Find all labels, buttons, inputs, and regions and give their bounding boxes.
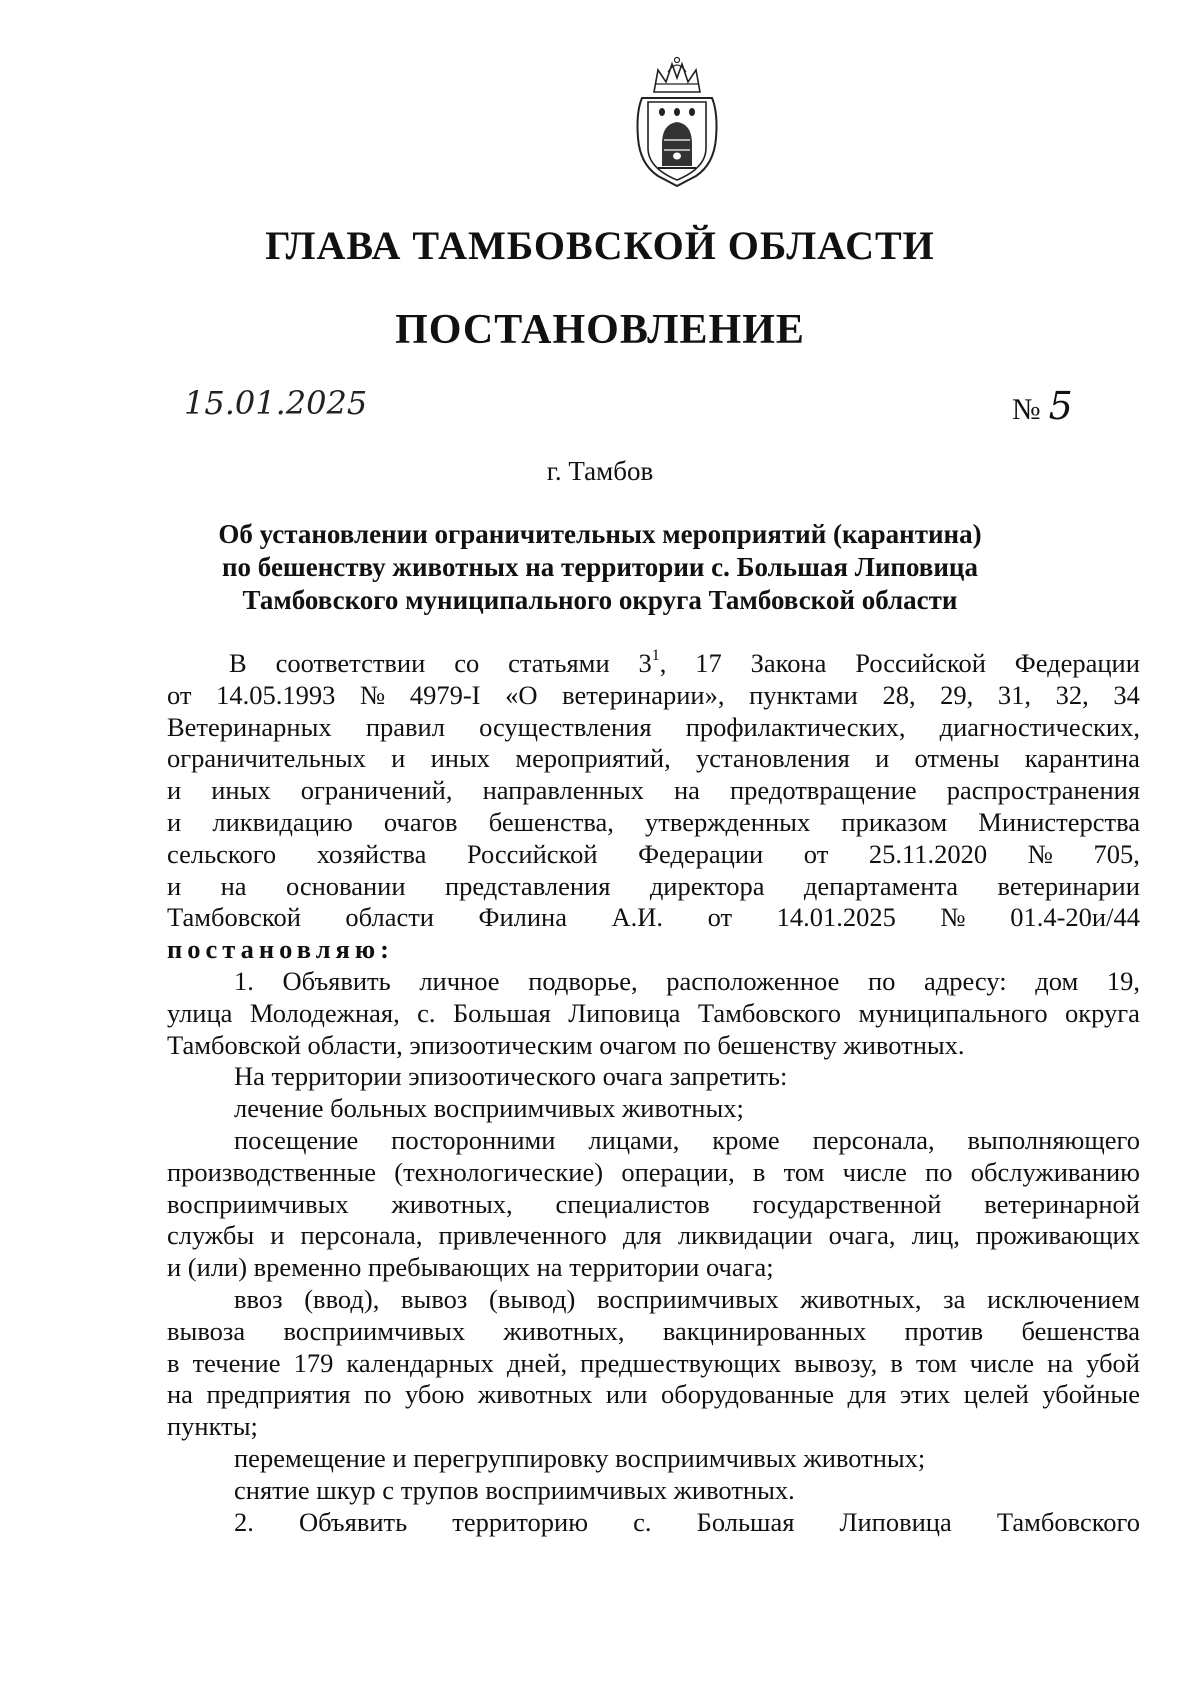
word: 179 — [293, 1347, 334, 1378]
word: оборудованные — [660, 1379, 835, 1410]
word: ввоз — [234, 1283, 283, 1314]
word: Липовица — [568, 997, 681, 1028]
word: или — [605, 1379, 648, 1410]
word: очагов — [383, 806, 458, 837]
word: 19, — [1106, 965, 1140, 996]
word: Тамбовского — [996, 1506, 1140, 1537]
word: персонала, — [300, 1220, 423, 1251]
word: сельского — [167, 838, 277, 869]
word: целей — [963, 1379, 1029, 1410]
word: с. — [417, 997, 436, 1028]
word: профилактических, — [685, 711, 906, 742]
word: числе — [842, 1156, 907, 1187]
word: ветеринарии», — [562, 679, 725, 710]
item-1-line — [167, 998, 1140, 1030]
word: диагностических, — [939, 711, 1140, 742]
prohibition-item-line — [167, 1189, 1140, 1221]
word: и — [167, 870, 182, 901]
word: на — [1047, 1347, 1074, 1378]
word: Министерства — [978, 806, 1140, 837]
word: установления — [695, 743, 850, 774]
document-body — [167, 648, 1140, 1538]
number-value: 5 — [1048, 384, 1073, 428]
word: иных — [430, 743, 491, 774]
word: Липовица — [839, 1506, 952, 1537]
prohibition-item-line — [167, 1316, 1140, 1348]
word: А.И. — [611, 902, 664, 933]
word: 25.11.2020 — [868, 838, 988, 869]
item-1-line — [167, 966, 1140, 998]
word: утвержденных — [645, 806, 811, 837]
word: предприятия — [206, 1379, 351, 1410]
word: очага, — [828, 1220, 896, 1251]
word: вывоза — [167, 1315, 246, 1346]
preamble-line — [167, 839, 1140, 871]
word: государственной — [752, 1188, 942, 1219]
word: Тамбовского — [697, 997, 842, 1028]
word: операции, — [621, 1156, 735, 1187]
word: и — [875, 743, 890, 774]
word: 1. — [234, 965, 254, 996]
word: числе — [969, 1347, 1035, 1378]
preamble-line — [167, 902, 1140, 934]
word: предшествующих — [580, 1347, 782, 1378]
word: течение — [192, 1347, 281, 1378]
word: департамента — [803, 870, 959, 901]
word: № — [940, 902, 966, 933]
word: 14.01.2025 — [776, 902, 896, 933]
word: в — [167, 1347, 180, 1378]
word: лиц, — [911, 1220, 960, 1251]
word: посещение — [234, 1124, 359, 1155]
word: службы — [167, 1220, 255, 1251]
word: от — [707, 902, 733, 933]
word: Ветеринарных — [167, 711, 332, 742]
item-1-line: Тамбовской области, эпизоотическим очагом по бешенству животных. — [167, 1029, 965, 1060]
word: 31, — [997, 679, 1032, 710]
word: директора — [649, 870, 765, 901]
word: для — [847, 1379, 887, 1410]
word: 34 — [1113, 679, 1140, 710]
word: животных, — [800, 1283, 922, 1314]
title-line: Тамбовского муниципального округа Тамбовской области — [242, 585, 958, 615]
word: (технологические) — [394, 1156, 604, 1187]
prohibition-item-line: и (или) временно пребывающих на территории очага; — [167, 1252, 774, 1283]
word: календарных — [346, 1347, 494, 1378]
word: иных — [211, 775, 271, 806]
word: восприимчивых — [597, 1283, 779, 1314]
word: восприимчивых — [283, 1315, 466, 1346]
word: посторонними — [391, 1124, 556, 1155]
word: Тамбовской — [167, 902, 301, 933]
word: улица — [167, 997, 233, 1028]
word: кроме — [712, 1124, 780, 1155]
word: ветеринарии — [997, 870, 1140, 901]
word: 705, — [1093, 838, 1140, 869]
word: ветеринарной — [984, 1188, 1140, 1219]
word: 01.4-20и/44 — [1010, 902, 1140, 933]
word: дней, — [506, 1347, 568, 1378]
number-sign: № — [1012, 393, 1041, 426]
document-type: ПОСТАНОВЛЕНИЕ — [395, 307, 805, 353]
word: отмены — [914, 743, 1000, 774]
word: персонала, — [812, 1124, 935, 1155]
word: убою — [404, 1379, 465, 1410]
word: расположенное — [666, 965, 840, 996]
preamble-line — [167, 680, 1140, 712]
city: г. Тамбов — [546, 456, 654, 486]
word: 32, — [1055, 679, 1089, 710]
word: личное — [419, 965, 500, 996]
word: по — [925, 1156, 953, 1187]
word: вывоз — [401, 1283, 468, 1314]
word: в — [890, 1347, 903, 1378]
word: и — [270, 1220, 285, 1251]
document-title — [130, 518, 1070, 617]
word: (ввод), — [304, 1283, 380, 1314]
word: ликвидации — [677, 1220, 813, 1251]
word: на — [673, 775, 700, 806]
word: на — [167, 1379, 193, 1410]
word: 2. — [234, 1506, 254, 1537]
prohibition-item-line — [167, 1220, 1140, 1252]
word: вакцинированных — [662, 1315, 867, 1346]
word: проживающих — [975, 1220, 1140, 1251]
article-reference: $3^1$, — [638, 647, 667, 678]
preamble-line: В соответствии со статьями $3^1$, 17 Закона Российской Федерации — [229, 647, 1140, 678]
word: от — [803, 838, 829, 869]
word: карантина — [1024, 743, 1140, 774]
word: животных, — [391, 1188, 513, 1219]
preamble-line — [167, 743, 1140, 775]
word: производственные — [167, 1156, 377, 1187]
document-number — [1012, 384, 1073, 428]
word: приказом — [841, 806, 948, 837]
word: в — [752, 1156, 766, 1187]
resolution-word: постановляю: — [167, 934, 394, 965]
word: ограничений, — [300, 775, 453, 806]
preamble-line — [167, 775, 1140, 807]
word: основании — [285, 870, 406, 901]
word: «О — [505, 679, 538, 710]
prohibition-item: снятие шкур с трупов восприимчивых животных. — [234, 1474, 795, 1505]
word: и — [167, 775, 182, 806]
word: Российской — [466, 838, 598, 869]
word: и — [391, 743, 406, 774]
title-line: по бешенству животных на территории с. Большая Липовица — [222, 552, 978, 582]
word: подворье, — [528, 965, 638, 996]
word: исключением — [987, 1283, 1140, 1314]
word: предотвращение — [730, 775, 917, 806]
word: 14.05.1993 — [216, 679, 336, 710]
word: муниципального — [858, 997, 1048, 1028]
word: том — [915, 1347, 957, 1378]
preamble-line — [167, 871, 1140, 903]
word: округа — [1065, 997, 1140, 1028]
word: мероприятий, — [515, 743, 671, 774]
prohibition-item: лечение больных восприимчивых животных; — [234, 1093, 744, 1124]
word: по — [364, 1379, 392, 1410]
word: № — [359, 679, 386, 710]
word: № — [1027, 838, 1053, 869]
prohibition-item: перемещение и перегруппировку восприимчивых животных; — [234, 1442, 926, 1473]
word: представления — [444, 870, 611, 901]
item-2-line — [167, 1507, 1140, 1539]
word: этих — [899, 1379, 951, 1410]
prohibition-intro: На территории эпизоотического очага запретить: — [234, 1061, 788, 1092]
word: лицами, — [588, 1124, 680, 1155]
word: бешенства, — [488, 806, 614, 837]
word: ограничительных — [167, 743, 366, 774]
title-line: Об установлении ограничительных мероприятий (карантина) — [218, 519, 982, 549]
word: 4979-I — [409, 679, 481, 710]
word: хозяйства — [316, 838, 427, 869]
word: Федерации — [638, 838, 764, 869]
word: 29, — [940, 679, 974, 710]
prohibition-item-line — [167, 1157, 1140, 1189]
prohibition-item — [167, 1284, 1140, 1316]
word: с. — [633, 1506, 652, 1537]
word: 28, — [882, 679, 916, 710]
word: Объявить — [298, 1506, 408, 1537]
word: Молодежная, — [249, 997, 400, 1028]
word: привлеченного — [438, 1220, 607, 1251]
word: специалистов — [555, 1188, 710, 1219]
preamble-line — [167, 712, 1140, 744]
word: правил — [365, 711, 445, 742]
word: за — [943, 1283, 966, 1314]
word: убой — [1086, 1347, 1140, 1378]
word: распространения — [946, 775, 1140, 806]
prohibition-item-line: пункты; — [167, 1411, 258, 1442]
word: территорию — [452, 1506, 589, 1537]
word: на — [220, 870, 247, 901]
word: дом — [1035, 965, 1079, 996]
word: ликвидацию — [212, 806, 353, 837]
coat-of-arms-emblem — [628, 52, 726, 190]
word: области — [345, 902, 434, 933]
issuing-authority: ГЛАВА ТАМБОВСКОЙ ОБЛАСТИ — [265, 223, 935, 268]
word: пунктами — [749, 679, 858, 710]
prohibition-item-line — [167, 1379, 1140, 1411]
word: для — [622, 1220, 662, 1251]
word: направленных — [482, 775, 644, 806]
prohibition-item — [167, 1125, 1140, 1157]
coat-of-arms-icon — [628, 52, 726, 190]
document-date: 15.01.2025 — [184, 384, 368, 422]
word: Большая — [452, 997, 551, 1028]
word: убойные — [1042, 1379, 1140, 1410]
word: бешенства — [1021, 1315, 1140, 1346]
word: животных, — [503, 1315, 625, 1346]
word: против — [904, 1315, 984, 1346]
prohibition-item-line — [167, 1348, 1140, 1380]
word: адресу: — [924, 965, 1007, 996]
word: том — [783, 1156, 825, 1187]
word: (вывод) — [489, 1283, 576, 1314]
word: от — [167, 679, 192, 710]
word: восприимчивых — [167, 1188, 349, 1219]
word: вывозу, — [794, 1347, 878, 1378]
word: Филина — [478, 902, 567, 933]
word: по — [867, 965, 896, 996]
word: животных — [477, 1379, 593, 1410]
word: осуществления — [479, 711, 652, 742]
word: обслуживанию — [970, 1156, 1140, 1187]
preamble-line — [167, 807, 1140, 839]
word: Большая — [696, 1506, 795, 1537]
word: выполняющего — [967, 1124, 1140, 1155]
word: Объявить — [282, 965, 391, 996]
word: и — [167, 806, 182, 837]
